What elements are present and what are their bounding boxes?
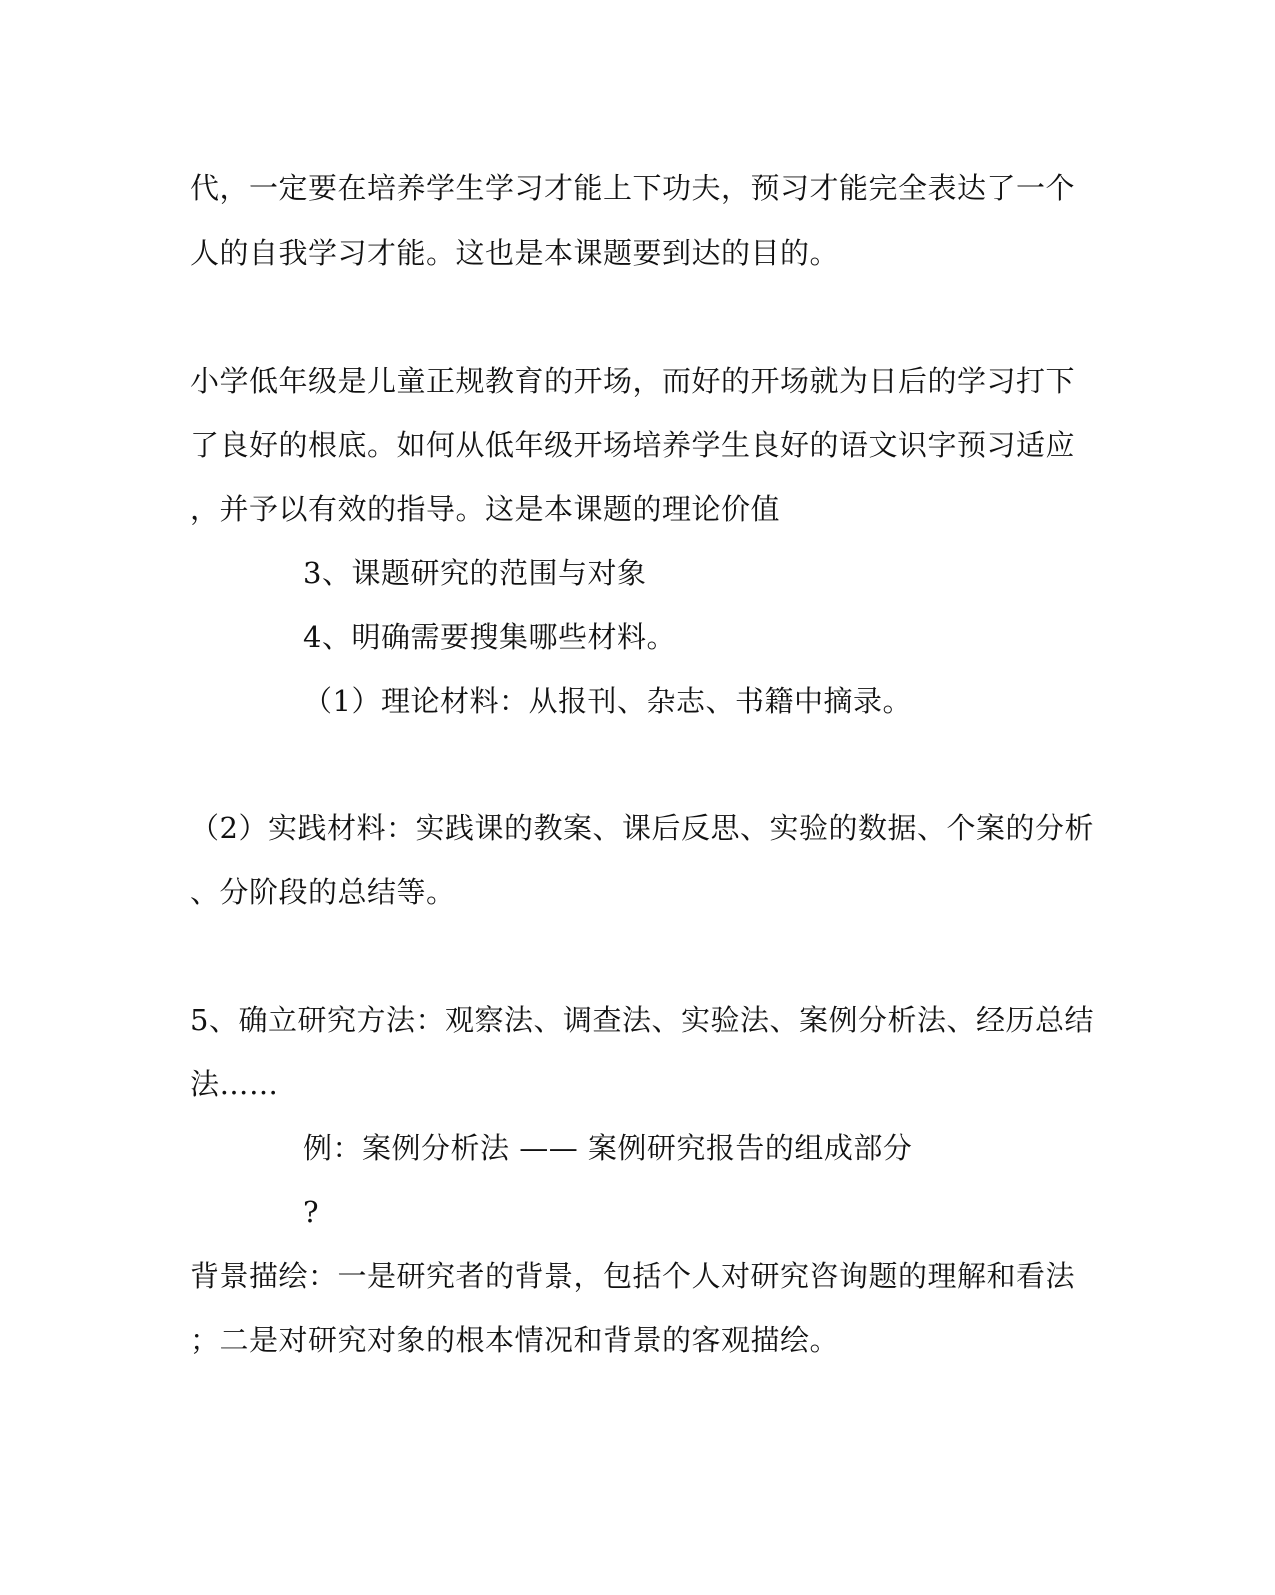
paragraph-line: 了良好的根底。如何从低年级开场培养学生良好的语文识字预习适应	[190, 428, 1076, 462]
paragraph-line: ；二是对研究对象的根本情况和背景的客观描绘。	[190, 1323, 840, 1357]
list-item: （1）理论材料：从报刊、杂志、书籍中摘录。	[303, 684, 912, 718]
paragraph-line: 、分阶段的总结等。	[190, 875, 456, 909]
paragraph-line: 代，一定要在培养学生学习才能上下功夫，预习才能完全表达了一个	[190, 171, 1076, 205]
paragraph-line: 背景描绘：一是研究者的背景，包括个人对研究咨询题的理解和看法	[190, 1259, 1076, 1293]
paragraph-line: 小学低年级是儿童正规教育的开场，而好的开场就为日后的学习打下	[190, 364, 1076, 398]
list-item: （2）实践材料：实践课的教案、课后反思、实验的数据、个案的分析	[190, 811, 1094, 845]
section-heading: 3、课题研究的范围与对象	[303, 556, 647, 590]
example-line: 例：案例分析法 —— 案例研究报告的组成部分	[303, 1131, 913, 1165]
question-mark: ?	[303, 1195, 320, 1229]
section-heading: 4、明确需要搜集哪些材料。	[303, 620, 676, 654]
paragraph-line: 法……	[190, 1067, 279, 1101]
section-heading: 5、确立研究方法：观察法、调查法、实验法、案例分析法、经历总结	[190, 1003, 1094, 1037]
paragraph-line: 人的自我学习才能。这也是本课题要到达的目的。	[190, 236, 840, 270]
paragraph-line: ，并予以有效的指导。这是本课题的理论价值	[190, 492, 781, 526]
